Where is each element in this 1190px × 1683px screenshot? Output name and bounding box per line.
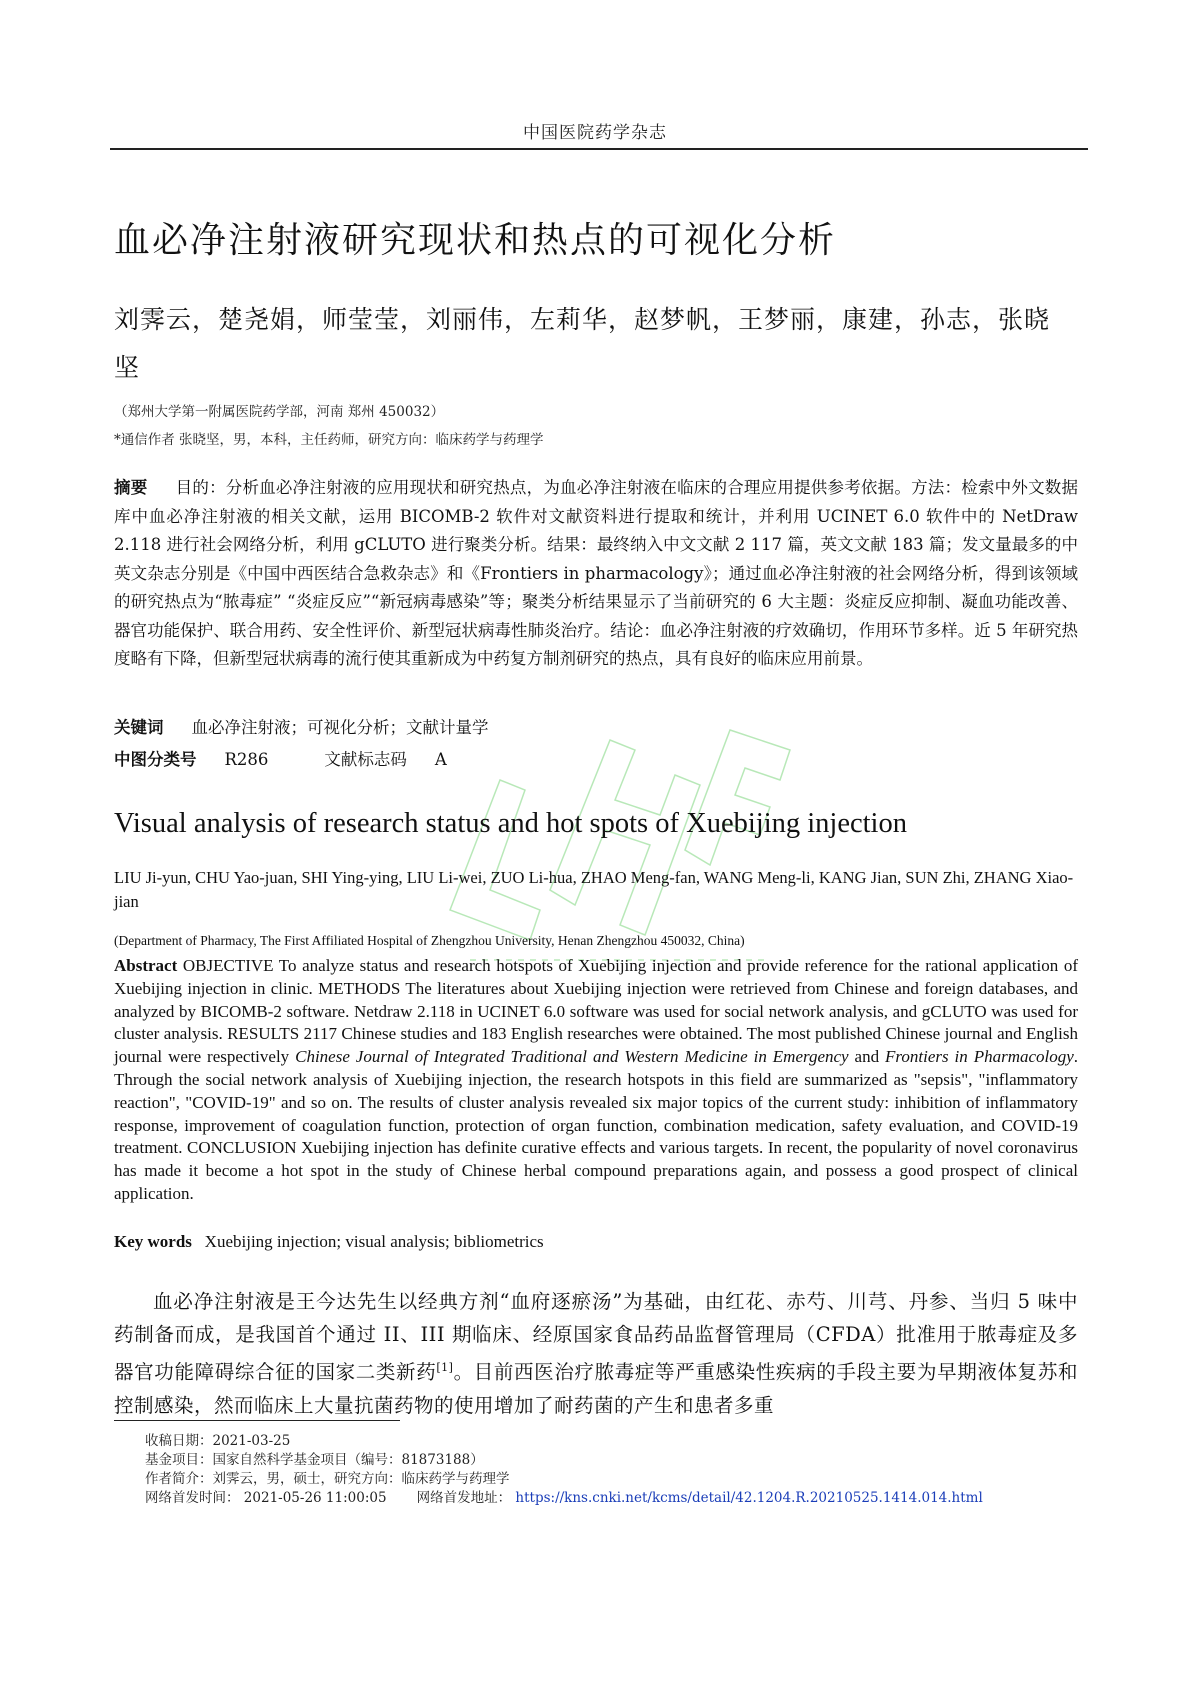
body-reference[interactable]: [1]	[436, 1361, 454, 1374]
page-title: 血必净注射液研究现状和热点的可视化分析	[114, 220, 837, 261]
online-url-link[interactable]: https://kns.cnki.net/kcms/detail/42.1204.R.20210525.1414.014.html	[515, 1490, 983, 1506]
cn-doc-label: 文献标志码	[324, 750, 407, 769]
header-divider	[110, 148, 1088, 150]
en-keywords	[114, 1232, 544, 1252]
cn-doc-value: A	[434, 750, 447, 769]
journal-name: 中国医院药学杂志	[523, 123, 667, 143]
footnote-fund: 基金项目：国家自然科学基金项目（编号：81873188）	[145, 1452, 484, 1468]
footnote-author-bio: 作者简介：刘霁云，男，硕士，研究方向：临床药学与药理学	[145, 1471, 510, 1487]
en-abstract-part2: . Through the social network analysis of Xuebijing injection, the research hotspots in this field are summarized as "sepsis", "inflammatory reaction", "COVID-19" and so on. The results of cluster analysis revealed six major topics of the current study: inhibition of inflammatory response, improvement of coagulation function, protection of organ function, combination medication, safety evaluation, and COVID-19 treatment. CONCLUSION Xuebijing injection has definite curative effects and various targets. In recent, the popularity of novel coronavirus has made it become a hot spot in the study of Chinese herbal compound preparations again, and possess a good prospect of clinical application.	[114, 1047, 1079, 1203]
cn-abstract-text: 目的：分析血必净注射液的应用现状和研究热点，为血必净注射液在临床的合理应用提供参考依据。方法：检索中外文数据库中血必净注射液的相关文献，运用 BICOMB-2 软件对文献资料进行提取和统计，并利用 UCINET 6.0 软件中的 NetDraw 2.118 进行社会网络分析，利用 gCLUTO 进行聚类分析。结果：最终纳入中文文献 2 117 篇，英文文献 183 篇；发文量最多的中英文杂志分别是《中国中西医结合急救杂志》和《Frontiers in pharmacology》；通过血必净注射液的社会网络分析，得到该领域的研究热点为“脓毒症” “炎症反应”“新冠病毒感染”等；聚类分析结果显示了当前研究的 6 大主题：炎症反应抑制、凝血功能改善、器官功能保护、联合用药、安全性评价、新型冠状病毒性肺炎治疗。结论：血必净注射液的疗效确切，作用环节多样。近 5 年研究热度略有下降，但新型冠状病毒的流行使其重新成为中药复方制剂研究的热点，具有良好的临床应用前景。	[114, 478, 1079, 668]
en-authors: LIU Ji-yun, CHU Yao-juan, SHI Ying-ying, LIU Li-wei, ZUO Li-hua, ZHAO Meng-fan, WANG Meng-li, KANG Jian, SUN Zhi, ZHANG Xiao-jian	[114, 868, 1074, 911]
en-abstract-and: and	[854, 1047, 880, 1067]
cn-classification	[114, 746, 447, 770]
en-abstract-label: Abstract	[114, 956, 178, 975]
online-time-label: 网络首发时间：	[145, 1490, 240, 1506]
en-title: Visual analysis of research status and hot spots of Xuebijing injection	[114, 808, 907, 839]
footnote-divider	[114, 1420, 400, 1421]
body-paragraph	[114, 1285, 1078, 1422]
cn-keywords-label: 关键词	[114, 718, 164, 737]
en-abstract-journal2: Frontiers in Pharmacology	[885, 1047, 1074, 1067]
en-keywords-text: Xuebijing injection; visual analysis; bibliometrics	[204, 1232, 544, 1251]
en-affiliation: (Department of Pharmacy, The First Affiliated Hospital of Zhengzhou University, Henan Zhengzhou 450032, China)	[114, 933, 745, 948]
cn-authors: 刘霁云，楚尧娟，师莹莹，刘丽伟，左莉华，赵梦帆，王梦丽，康建，孙志，张晓坚	[114, 305, 1051, 382]
footnotes	[145, 1432, 983, 1508]
body-text-2: 。目前西医治疗脓毒症等严重感染性疾病的手段主要为早期液体复苏和控制感染，然而临床上大量抗菌药物的使用增加了耐药菌的产生和患者多重	[114, 1360, 1078, 1417]
en-abstract-journal1: Chinese Journal of Integrated Traditional and Western Medicine in Emergency	[295, 1047, 849, 1067]
footnote-online	[145, 1489, 983, 1508]
en-abstract-part1: OBJECTIVE To analyze status and research hotspots of Xuebijing injection and provide reference for the rational application of Xuebijing injection in clinic. METHODS The literatures about Xuebijing injection were retrieved from Chinese and foreign databases, and analyzed by BICOMB-2 software. Netdraw 2.118 in UCINET 6.0 software was used for social network analysis, and gCLUTO was used for cluster analysis. RESULTS 2117 Chinese studies and 183 English researches were obtained. The most published Chinese journal and English journal were respectively	[114, 956, 1078, 1067]
online-time: 2021-05-26 11:00:05	[243, 1490, 387, 1506]
en-keywords-label: Key words	[114, 1232, 192, 1251]
body-text-1: 血必净注射液是王今达先生以经典方剂“血府逐瘀汤”为基础，由红花、赤芍、川芎、丹参、当归 5 味中药制备而成，是我国首个通过 II、III 期临床、经原国家食品药品监督管理局（CFDA）批准用于脓毒症及多器官功能障碍综合征的国家二类新药	[114, 1290, 1078, 1384]
cn-abstract-label: 摘要	[114, 478, 148, 497]
cn-corresponding-author: *通信作者 张晓坚，男，本科，主任药师，研究方向：临床药学与药理学	[114, 432, 544, 448]
cn-class-value: R286	[224, 750, 269, 769]
cn-keywords-text: 血必净注射液；可视化分析；文献计量学	[191, 718, 489, 737]
cn-keywords	[114, 714, 489, 738]
cn-affiliation: （郑州大学第一附属医院药学部，河南 郑州 450032）	[114, 404, 445, 420]
footnote-received: 收稿日期：2021-03-25	[145, 1433, 291, 1449]
online-url-label: 网络首发地址：	[416, 1490, 512, 1506]
en-abstract	[114, 955, 1078, 1206]
cn-class-label: 中图分类号	[114, 750, 197, 769]
cn-abstract	[114, 474, 1078, 674]
